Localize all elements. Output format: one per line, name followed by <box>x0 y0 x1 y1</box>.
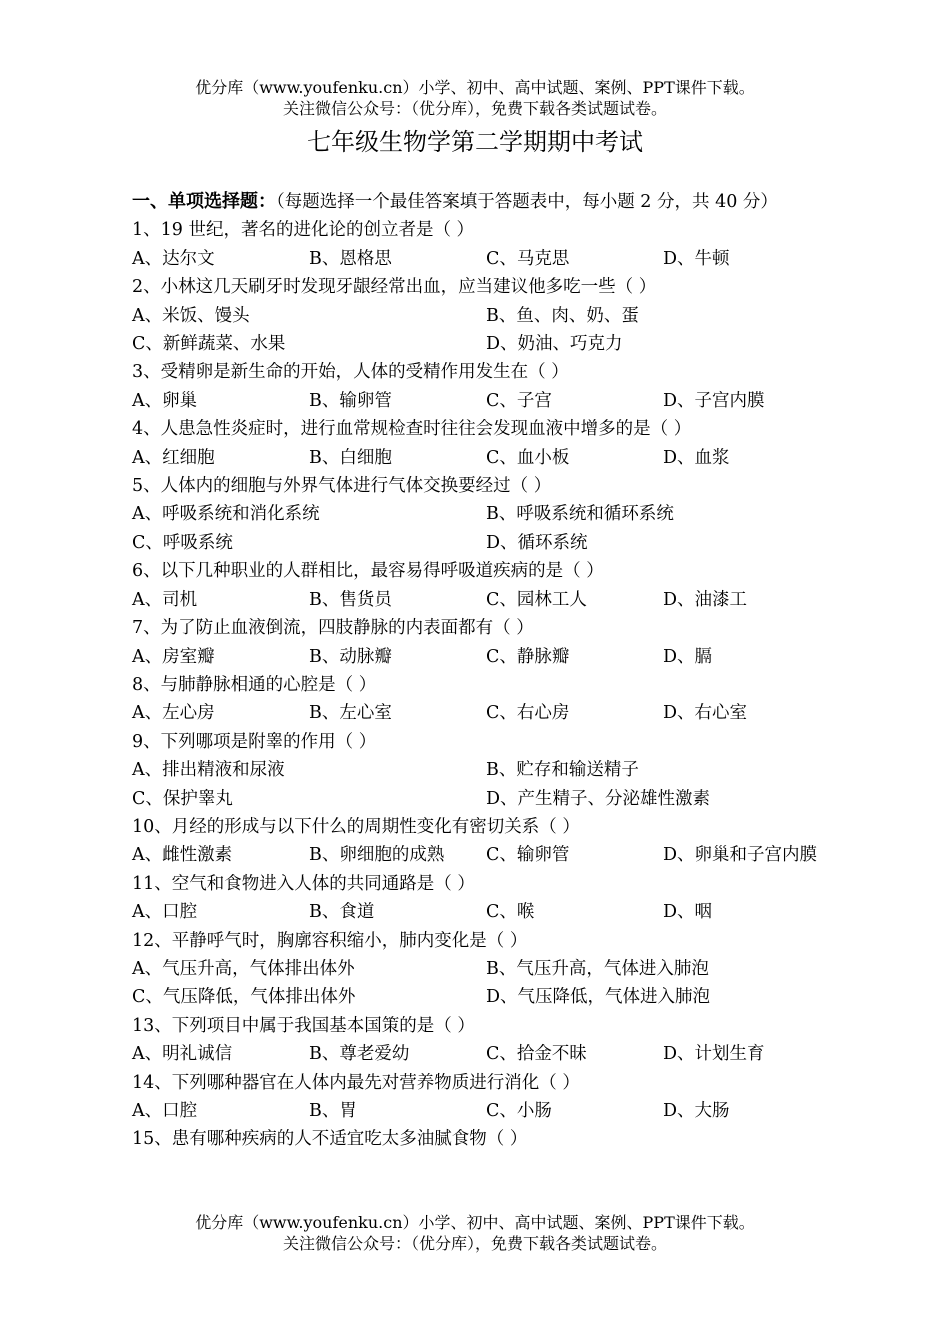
options-4 <box>132 444 822 472</box>
options-12-row-2 <box>132 983 822 1011</box>
options-14 <box>132 1097 822 1125</box>
option-7a: A、房室瓣 <box>132 646 215 667</box>
option-1b: B、恩格思 <box>309 248 392 269</box>
question-11: 11、空气和食物进入人体的共同通路是（ ） <box>132 873 475 894</box>
footer-line-1: 优分库（www.youfenku.cn）小学、初中、高中试题、案例、PPT课件下载。 <box>195 1213 755 1232</box>
question-4: 4、人患急性炎症时，进行血常规检查时往往会发现血液中增多的是（ ） <box>132 419 692 440</box>
option-1c: C、马克思 <box>486 248 570 269</box>
option-3a: A、卵巢 <box>132 390 198 411</box>
option-13c: C、拾金不昧 <box>486 1044 587 1065</box>
question-section <box>132 188 822 1154</box>
page-title: 七年级生物学第二学期期中考试 <box>307 128 643 156</box>
option-8d: D、右心室 <box>663 703 748 724</box>
options-3 <box>132 387 822 415</box>
option-2b: B、鱼、肉、奶、蛋 <box>486 305 639 326</box>
option-10d: D、卵巢和子宫内膜 <box>663 845 818 866</box>
option-4d: D、血浆 <box>663 447 730 468</box>
option-6d: D、油漆工 <box>663 589 748 610</box>
option-13a: A、明礼诚信 <box>132 1044 233 1065</box>
option-8a: A、左心房 <box>132 703 215 724</box>
options-2-row-2 <box>132 330 822 358</box>
question-9: 9、下列哪项是附睾的作用（ ） <box>132 731 377 752</box>
section-heading <box>132 188 822 216</box>
options-2-row-1 <box>132 302 822 330</box>
option-5a: A、呼吸系统和消化系统 <box>132 504 320 525</box>
option-12b: B、气压升高，气体进入肺泡 <box>486 958 709 979</box>
question-13: 13、下列项目中属于我国基本国策的是（ ） <box>132 1015 475 1036</box>
option-4a: A、红细胞 <box>132 447 215 468</box>
option-10b: B、卵细胞的成熟 <box>309 845 445 866</box>
option-1a: A、达尔文 <box>132 248 215 269</box>
option-6b: B、售货员 <box>309 589 392 610</box>
option-13b: B、尊老爱幼 <box>309 1044 410 1065</box>
question-10: 10、月经的形成与以下什么的周期性变化有密切关系（ ） <box>132 816 580 837</box>
option-12a: A、气压升高，气体排出体外 <box>132 958 355 979</box>
question-14: 14、下列哪种器官在人体内最先对营养物质进行消化（ ） <box>132 1072 580 1093</box>
question-5: 5、人体内的细胞与外界气体进行气体交换要经过（ ） <box>132 476 552 497</box>
option-8c: C、右心房 <box>486 703 570 724</box>
options-1 <box>132 245 822 273</box>
option-6a: A、司机 <box>132 589 198 610</box>
footer-line-2: 关注微信公众号：（优分库），免费下载各类试题试卷。 <box>282 1234 667 1253</box>
option-3c: C、子宫 <box>486 390 552 411</box>
option-11b: B、食道 <box>309 902 375 923</box>
options-6 <box>132 586 822 614</box>
option-9b: B、贮存和输送精子 <box>486 760 639 781</box>
option-4b: B、白细胞 <box>309 447 392 468</box>
options-7 <box>132 643 822 671</box>
options-10 <box>132 841 822 869</box>
question-3: 3、受精卵是新生命的开始，人体的受精作用发生在（ ） <box>132 362 569 383</box>
section-instruction: （每题选择一个最佳答案填于答题表中，每小题 2 分，共 40 分） <box>276 192 778 212</box>
option-1d: D、牛顿 <box>663 248 730 269</box>
option-7b: B、动脉瓣 <box>309 646 392 667</box>
options-11 <box>132 898 822 926</box>
question-1: 1、19 世纪，著名的进化论的创立者是（ ） <box>132 220 475 241</box>
options-8 <box>132 699 822 727</box>
question-2: 2、小林这几天刷牙时发现牙龈经常出血，应当建议他多吃一些（ ） <box>132 277 657 298</box>
header-line-2: 关注微信公众号：（优分库），免费下载各类试题试卷。 <box>282 99 667 118</box>
option-2d: D、奶油、巧克力 <box>486 334 623 355</box>
options-9-row-1 <box>132 756 822 784</box>
option-5b: B、呼吸系统和循环系统 <box>486 504 674 525</box>
header-line-1: 优分库（www.youfenku.cn）小学、初中、高中试题、案例、PPT课件下载。 <box>195 78 755 97</box>
options-13 <box>132 1040 822 1068</box>
option-2a: A、米饭、馒头 <box>132 305 250 326</box>
question-8: 8、与肺静脉相通的心腔是（ ） <box>132 674 377 695</box>
options-5-row-1 <box>132 500 822 528</box>
option-14b: B、胃 <box>309 1101 357 1121</box>
question-7: 7、为了防止血液倒流，四肢静脉的内表面都有（ ） <box>132 618 534 639</box>
option-14a: A、口腔 <box>132 1101 198 1121</box>
options-12-row-1 <box>132 955 822 983</box>
option-9d: D、产生精子、分泌雄性激素 <box>486 788 711 809</box>
option-12c: C、气压降低，气体排出体外 <box>132 987 356 1008</box>
option-11a: A、口腔 <box>132 902 198 923</box>
option-4c: C、血小板 <box>486 447 570 468</box>
option-9c: C、保护睾丸 <box>132 788 233 809</box>
question-15: 15、患有哪种疾病的人不适宜吃太多油腻食物（ ） <box>132 1129 528 1150</box>
options-5-row-2 <box>132 529 822 557</box>
option-9a: A、排出精液和尿液 <box>132 760 285 781</box>
option-7c: C、静脉瓣 <box>486 646 570 667</box>
option-3d: D、子宫内膜 <box>663 390 765 411</box>
section-title: 一、单项选择题： <box>132 191 276 212</box>
option-7d: D、膈 <box>663 646 713 667</box>
option-6c: C、园林工人 <box>486 589 587 610</box>
option-3b: B、输卵管 <box>309 390 392 411</box>
options-9-row-2 <box>132 785 822 813</box>
option-12d: D、气压降低，气体进入肺泡 <box>486 987 711 1008</box>
option-10a: A、雌性激素 <box>132 845 233 866</box>
option-5c: C、呼吸系统 <box>132 532 233 553</box>
option-11d: D、咽 <box>663 902 713 923</box>
option-14c: C、小肠 <box>486 1101 552 1121</box>
option-13d: D、计划生育 <box>663 1044 765 1065</box>
option-5d: D、循环系统 <box>486 532 588 553</box>
question-6: 6、以下几种职业的人群相比，最容易得呼吸道疾病的是（ ） <box>132 561 604 582</box>
option-8b: B、左心室 <box>309 703 392 724</box>
option-10c: C、输卵管 <box>486 845 570 866</box>
question-12: 12、平静呼气时，胸廓容积缩小，肺内变化是（ ） <box>132 930 528 951</box>
option-14d: D、大肠 <box>663 1101 730 1121</box>
option-11c: C、喉 <box>486 902 535 923</box>
option-2c: C、新鲜蔬菜、水果 <box>132 334 286 355</box>
